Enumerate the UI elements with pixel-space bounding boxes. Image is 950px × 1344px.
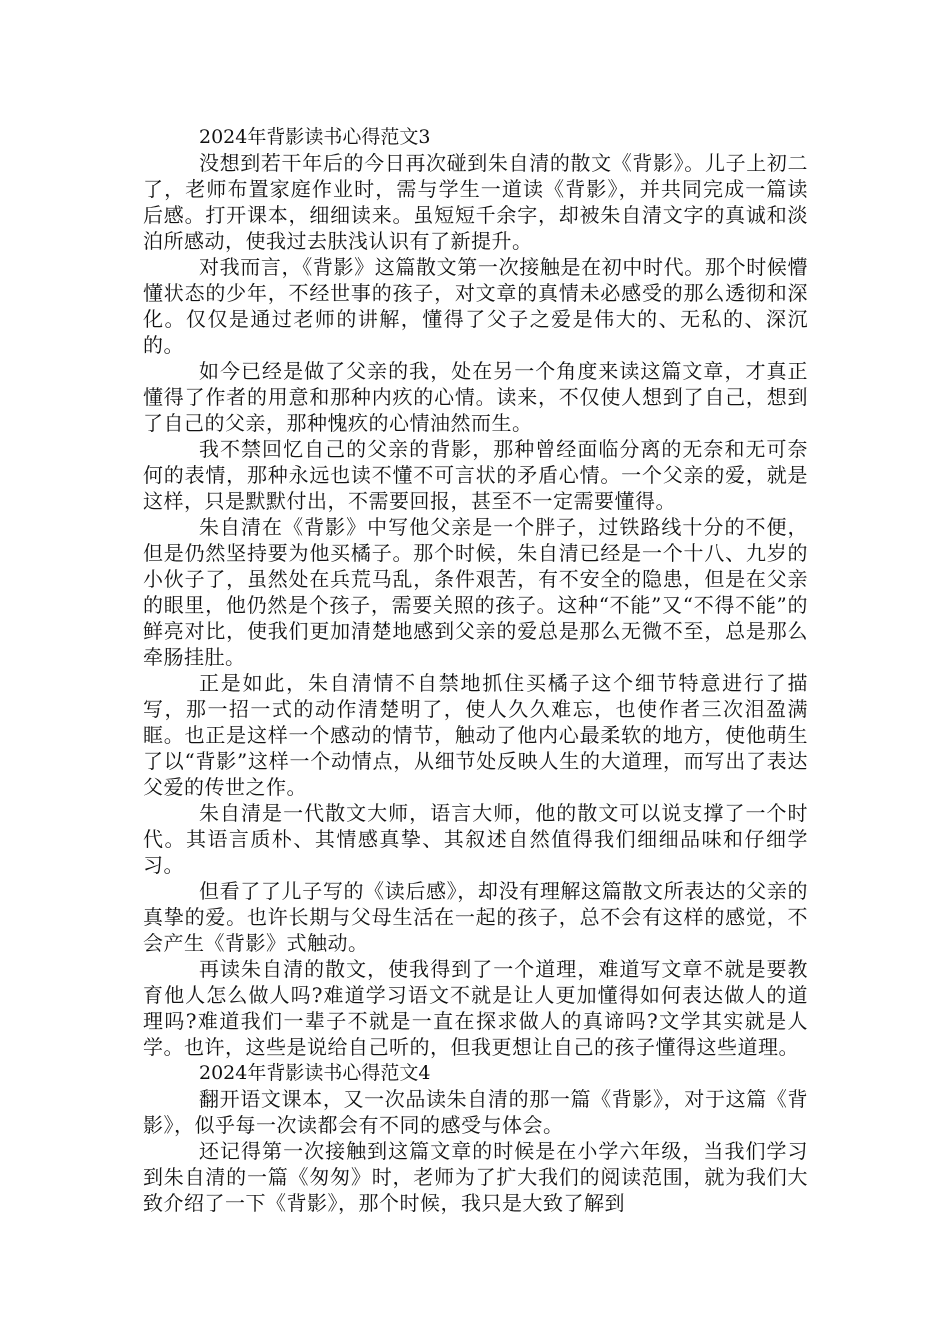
paragraph: 朱自清在《背影》中写他父亲是一个胖子，过铁路线十分的不便，但是仍然坚持要为他买橘子。那个时候，朱自清已经是一个十八、九岁的小伙子了，虽然处在兵荒马乱，条件艰苦，有不安全的隐患，但是在父亲的眼里，他仍然是个孩子，需要关照的孩子。这种“不能”又“不得不能”的鲜亮对比，使我们更加清楚地感到父亲的爱总是那么无微不至，总是那么牵肠挂肚。 <box>143 515 808 669</box>
paragraph: 但看了了儿子写的《读后感》，却没有理解这篇散文所表达的父亲的真挚的爱。也许长期与父母生活在一起的孩子，总不会有这样的感觉，不会产生《背影》式触动。 <box>143 879 808 955</box>
paragraph: 朱自清是一代散文大师，语言大师，他的散文可以说支撑了一个时代。其语言质朴、其情感真挚、其叙述自然值得我们细细品味和仔细学习。 <box>143 801 808 877</box>
document-body <box>143 124 808 1216</box>
paragraph: 如今已经是做了父亲的我，处在另一个角度来读这篇文章，才真正懂得了作者的用意和那种内疚的心情。读来，不仅使人想到了自己，想到了自己的父亲，那种愧疚的心情油然而生。 <box>143 359 808 435</box>
paragraph: 再读朱自清的散文，使我得到了一个道理，难道写文章不就是要教育他人怎么做人吗?难道学习语文不就是让人更加懂得如何表达做人的道理吗?难道我们一辈子不就是一直在探求做人的真谛吗?文学其实就是人学。也许，这些是说给自己听的，但我更想让自己的孩子懂得这些道理。 <box>143 957 808 1059</box>
paragraph: 没想到若干年后的今日再次碰到朱自清的散文《背影》。儿子上初二了，老师布置家庭作业时，需与学生一道读《背影》，并共同完成一篇读后感。打开课本，细细读来。虽短短千余字，却被朱自清文字的真诚和淡泊所感动，使我过去肤浅认识有了新提升。 <box>143 151 808 253</box>
section-heading: 2024年背影读书心得范文3 <box>199 126 431 148</box>
paragraph: 还记得第一次接触到这篇文章的时候是在小学六年级，当我们学习到朱自清的一篇《匆匆》时，老师为了扩大我们的阅读范围，就为我们大致介绍了一下《背影》，那个时候，我只是大致了解到 <box>143 1139 808 1215</box>
paragraph: 翻开语文课本，又一次品读朱自清的那一篇《背影》，对于这篇《背影》，似乎每一次读都会有不同的感受与体会。 <box>143 1087 808 1137</box>
paragraph: 正是如此，朱自清情不自禁地抓住买橘子这个细节特意进行了描写，那一招一式的动作清楚明了，使人久久难忘，也使作者三次泪盈满眶。也正是这样一个感动的情节，触动了他内心最柔软的地方，使他萌生了以“背影”这样一个动情点，从细节处反映人生的大道理，而写出了表达父爱的传世之作。 <box>143 671 808 799</box>
section-heading: 2024年背影读书心得范文4 <box>199 1062 431 1084</box>
paragraph: 我不禁回忆自己的父亲的背影，那种曾经面临分离的无奈和无可奈何的表情，那种永远也读不懂不可言状的矛盾心情。一个父亲的爱，就是这样，只是默默付出，不需要回报，甚至不一定需要懂得。 <box>143 437 808 513</box>
paragraph: 对我而言，《背影》这篇散文第一次接触是在初中时代。那个时候懵懂状态的少年，不经世事的孩子，对文章的真情未必感受的那么透彻和深化。仅仅是通过老师的讲解，懂得了父子之爱是伟大的、无私的、深沉的。 <box>143 255 808 357</box>
